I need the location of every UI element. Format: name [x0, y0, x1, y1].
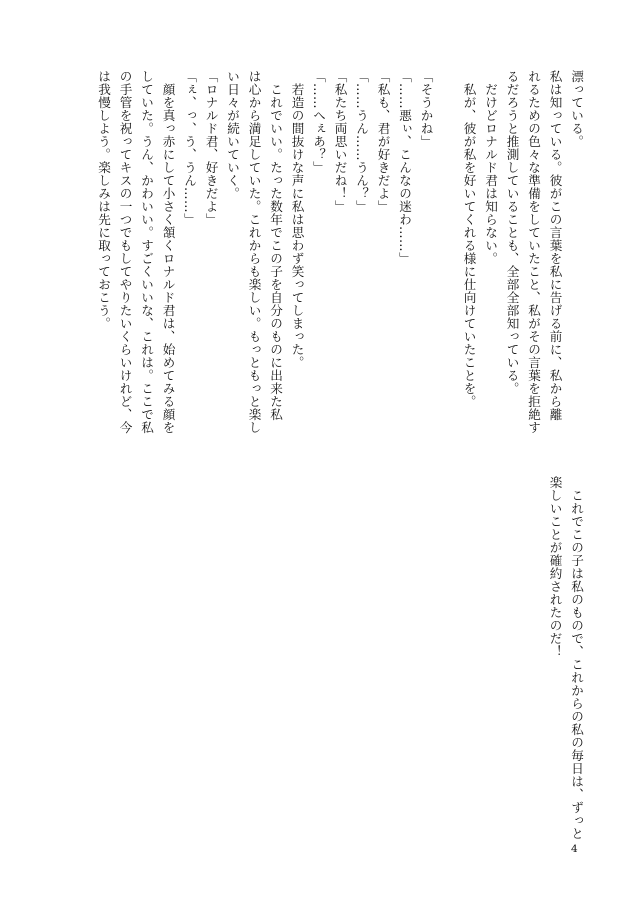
- text-line: 私が、彼が私を好いてくれる様に仕向けていたことを。: [461, 70, 477, 408]
- closing-text-block: [544, 476, 587, 840]
- text-line: 若造の間抜けな声に私は思わず笑ってしまった。: [289, 70, 305, 369]
- text-line: 顔を真っ赤にして小さく頷くロナルド君は、始めてみる顔を: [160, 70, 176, 434]
- text-line: い日々が続いていく。: [225, 70, 240, 200]
- text-line: 「ぇ、っ、う、うん……」: [182, 70, 197, 226]
- text-line: るだろうと推測していることも、全部全部知っている。: [504, 70, 520, 395]
- main-text-block: [93, 70, 588, 440]
- text-line: は我慢しよう。楽しみは先に取っておこう。: [96, 70, 111, 330]
- text-line: 「……へぇあ？」: [311, 70, 326, 174]
- closing-text-line: これでこの子は私のもので、これからの私の毎日は、ずっと: [569, 476, 584, 840]
- text-line: [437, 70, 459, 440]
- text-line: 「……悪ぃ、こんなの迷わ……」: [397, 70, 412, 265]
- text-line: していた。うん、かわいい。すごくいいな、これは。ここで私: [139, 70, 154, 434]
- text-line: の手管を祝ってキスの一つでもしてやりたいくらいけれど、今: [117, 70, 133, 434]
- page-number: 4: [571, 843, 578, 855]
- text-line: 「私たち両思いだね！」: [332, 70, 348, 213]
- text-line: 「……うん……うん？」: [354, 70, 369, 213]
- text-line: だけどロナルド君は知らない。: [483, 70, 498, 265]
- closing-text-line: 楽しいことが確約されたのだ！: [547, 476, 563, 658]
- text-line: 「ロナルド君、好きだよ」: [203, 70, 219, 226]
- text-line: れるための色々な準備をしていたこと、私がその言葉を拒絶す: [526, 70, 541, 434]
- text-line: 「私も、君が好きだよ」: [375, 70, 391, 213]
- text-line: は心から満足していた。これからも楽しい。もっともっと楽し: [246, 70, 262, 434]
- text-line: 私は知っている。彼がこの言葉を私に告げる前に、私から離: [547, 70, 563, 421]
- text-line: 「そうかね」: [418, 70, 434, 148]
- text-line: 漂っている。: [569, 70, 584, 148]
- text-line: これでいい。たった数年でこの子を自分のものに出来た私: [268, 70, 283, 421]
